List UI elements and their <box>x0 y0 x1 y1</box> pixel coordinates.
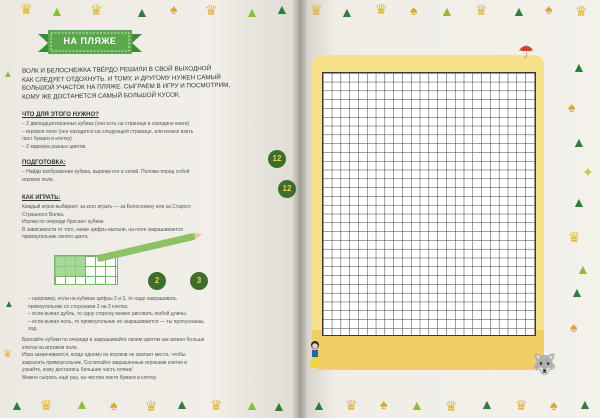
mushroom-icon: ♠ <box>410 2 418 18</box>
how-text <box>22 204 272 242</box>
prep-line: игровое поле. <box>22 176 55 183</box>
end-rules <box>22 337 274 383</box>
page-title: НА ПЛЯЖЕ <box>63 36 117 46</box>
tree-icon: ▲ <box>175 396 189 412</box>
prep-text <box>22 169 257 184</box>
intro-line: КАК СЛЕДУЕТ ОТДОХНУТЬ. И ТОМУ, И ДРУГОМУ НУЖЕН САМЫЙ <box>22 73 221 84</box>
dice-icon: 12 <box>278 180 296 198</box>
intro-line: ВОЛК И БЕЛОСНЕЖКА ТВЁРДО РЕШИЛИ В СВОЙ ВЫХОДНОЙ <box>22 65 212 75</box>
tree-icon: ▲ <box>3 69 13 80</box>
tree-icon: ▲ <box>440 3 454 19</box>
tree-icon: ▲ <box>480 396 494 412</box>
end-line: узнайте, кому достались большие часть пляжа! <box>22 367 133 374</box>
prep-line: – Найди изображение кубика, вырежи его и склей. Положи перед собой <box>22 169 190 175</box>
dice-icon: 3 <box>190 272 208 290</box>
prep-heading: ПОДГОТОВКА: <box>22 160 66 166</box>
tree-icon: ▲ <box>50 3 64 19</box>
end-line: Бросайте кубики по очереди и закрашивайте своим цветом как можно больше <box>22 337 205 343</box>
crown-icon: ♛ <box>310 2 323 18</box>
mushroom-icon: ♠ <box>550 397 558 413</box>
tree-icon: ▲ <box>245 397 259 413</box>
how-line: Страшного Волка. <box>22 211 65 218</box>
how-heading: КАК ИГРАТЬ: <box>22 195 61 201</box>
need-heading: ЧТО ДЛЯ ЭТОГО НУЖНО? <box>22 112 99 118</box>
tree-icon: ▲ <box>572 59 586 75</box>
tree-icon: ▲ <box>272 398 286 414</box>
mushroom-icon: ♠ <box>568 99 576 115</box>
example-line: – если выпал ноль, то прямоугольник не закрашивается — ты пропускаешь <box>28 318 205 325</box>
crown-icon: ♛ <box>90 2 103 18</box>
example-fill <box>55 256 85 276</box>
list-item: – 2 двенадцатигранных кубика (они есть на странице в середине книги) <box>22 121 190 127</box>
crown-icon: ♛ <box>568 229 581 245</box>
book-gutter <box>292 0 308 418</box>
tree-icon: ▲ <box>135 4 149 20</box>
tree-icon: ▲ <box>576 261 590 277</box>
crown-icon: ♛ <box>445 398 458 414</box>
dice-icon: 12 <box>268 150 286 168</box>
tree-icon: ▲ <box>578 396 592 412</box>
example-line: ход. <box>28 326 38 333</box>
mushroom-icon: ♠ <box>545 1 553 17</box>
crown-icon: ♛ <box>575 3 588 19</box>
tree-icon: ▲ <box>10 397 24 413</box>
mushroom-icon: ♠ <box>570 319 578 335</box>
crown-icon: ♛ <box>40 397 53 413</box>
intro-line: БОЛЬШОЙ УЧАСТОК НА ПЛЯЖЕ. СЫГРАЕМ В ИГРУ И ПОСМОТРИМ, <box>22 82 231 92</box>
crown-icon: ♛ <box>205 2 218 18</box>
tree-icon: ▲ <box>572 194 586 210</box>
intro-line: КОМУ ЖЕ ДОСТАНЕТСЯ САМЫЙ БОЛЬШОЙ КУСОК. <box>22 91 181 101</box>
tree-icon: ▲ <box>312 397 326 413</box>
end-line: Можно сыграть ещё раз, на чистом листе бумаги в клетку. <box>22 374 157 381</box>
tree-icon: ▲ <box>410 397 424 413</box>
example-line: – например, если на кубиках цифры 2 и 3, то надо закрашивать <box>28 296 177 302</box>
mushroom-icon: ♠ <box>110 397 118 413</box>
end-line: закрасить прямоугольник. Сосчитайте закрашенные игроками клетки и <box>22 359 188 366</box>
example-rules <box>28 296 278 334</box>
crown-icon: ♛ <box>475 2 488 18</box>
crown-icon: ♛ <box>515 397 528 413</box>
list-item: лист бумаги в клетку) <box>22 136 72 143</box>
tree-icon: ▲ <box>4 299 14 310</box>
mushroom-icon: ♠ <box>170 1 178 17</box>
mushroom-icon: ♠ <box>380 396 388 412</box>
crown-icon: ♛ <box>345 397 358 413</box>
tree-icon: ▲ <box>340 4 354 20</box>
tree-icon: ▲ <box>275 1 289 17</box>
end-line: клеток на игровом поле. <box>22 344 79 351</box>
star-icon: ✦ <box>582 164 594 180</box>
tree-icon: ▲ <box>75 396 89 412</box>
example-line: прямоугольник со сторонами 2 на 3 клетки. <box>28 303 129 310</box>
tree-icon: ▲ <box>245 4 259 20</box>
sand-strip <box>312 330 544 370</box>
list-item: – игровое поле (оно находится на следующей странице, или можно взять <box>22 128 194 135</box>
tree-icon: ▲ <box>512 3 526 19</box>
how-line: Каждый игрок выбирает, за кого играть — за Белоснежку или за Старого <box>22 204 191 210</box>
list-item: – 2 маркера разных цветов. <box>22 143 87 150</box>
crown-icon: ♛ <box>145 398 158 414</box>
how-line: В зависимости от того, какие цифры выпали, на поле закрашивается <box>22 226 183 233</box>
game-board-grid[interactable] <box>322 72 536 336</box>
example-line: – если выпал дубль, то одну сторону можно рисовать любой длины. <box>28 311 188 318</box>
umbrella-icon: ☂ <box>518 42 535 62</box>
how-line: Игроки по очереди бросают кубики. <box>22 219 105 226</box>
tree-icon: ▲ <box>570 284 584 300</box>
crown-icon: ♛ <box>210 397 223 413</box>
how-line: прямоугольник своего цвета. <box>22 234 89 241</box>
crown-icon: ♛ <box>3 349 12 360</box>
crown-icon: ♛ <box>375 1 388 17</box>
dice-icon: 2 <box>148 272 166 290</box>
wolf-icon: 🐺 <box>532 354 557 376</box>
need-list <box>22 121 272 151</box>
right-page <box>300 0 600 418</box>
tree-icon: ▲ <box>572 134 586 150</box>
crown-icon: ♛ <box>20 1 33 17</box>
girl-icon <box>308 340 322 376</box>
end-line: Игра заканчивается, когда одному из игроков не хватает места, чтобы <box>22 352 186 359</box>
intro-text <box>22 64 278 102</box>
